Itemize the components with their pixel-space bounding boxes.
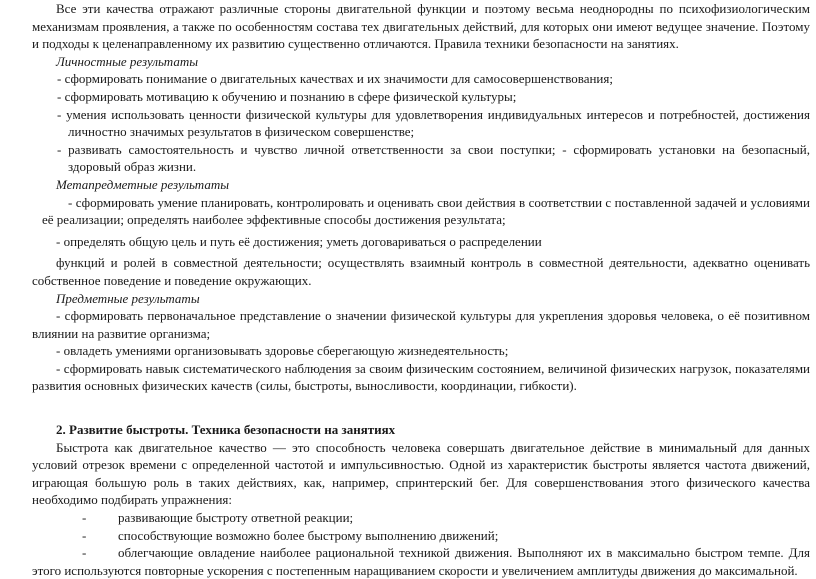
subject-item: - сформировать навык систематического наблюдения за своим физическим состоянием, величиной физических нагрузок, показателями развития основных физических качеств (силы, быстроты, выносливости, координации, гибкости). xyxy=(32,360,810,394)
section-paragraph: Быстрота как двигательное качество — это способность человека совершать двигательное действие в минимальный для данных условий отрезок времени с определенной частотой и импульсивностью. Одной из характеристик быстроты является частота движений, играющая большую роль в таких действиях, как, например, спринтерский бег. Для совершенствования этого физического качества необходимо подбирать упражнения: xyxy=(32,439,810,508)
meta-paragraph: - определять общую цель и путь её достижения; уметь договариваться о распределении xyxy=(56,233,542,249)
personal-item: - развивать самостоятельность и чувство личной ответственности за свои поступки; - сформировать установки на безопасный, здоровый образ жизни. xyxy=(57,141,810,175)
meta-paragraph: - сформировать умение планировать, контролировать и оценивать свои действия в соответствии с поставленной задачей и условиями её реализации; определять наиболее эффективные способы достижения результата; xyxy=(42,194,810,228)
list-item xyxy=(32,527,810,545)
bullet-marker: - xyxy=(82,545,87,561)
bullet-marker: - xyxy=(82,527,87,543)
personal-item: - сформировать мотивацию к обучению и познанию в сфере физической культуры; xyxy=(57,88,517,104)
list-item-text: способствующие возможно более быстрому выполнению движений; xyxy=(118,527,499,543)
meta-results-heading: Метапредметные результаты xyxy=(56,176,230,192)
subject-item: - сформировать первоначальное представление о значении физической культуры для укрепления здоровья человека, о её позитивном влиянии на развитие организма; xyxy=(32,308,810,341)
intro-paragraph: Все эти качества отражают различные стороны двигательной функции и поэтому весьма неоднородны по психофизиологическим механизмам проявления, а также по особенностям состава тех двигательных действий, для которых они имеют ведущее значение. Поэтому и подходы к целенаправленному их развитию существенно отличаются. Правила техники безопасности на занятиях. xyxy=(32,1,810,52)
meta-paragraph: функций и ролей в совместной деятельности; осуществлять взаимный контроль в совместной деятельности, адекватно оценивать собственное поведение и поведение окружающих. xyxy=(32,255,810,288)
personal-item: - сформировать понимание о двигательных качествах и их значимости для самосовершенствования; xyxy=(57,71,613,87)
subject-item: - овладеть умениями организовывать здоровье сберегающую жизнедеятельность; xyxy=(56,343,509,359)
section-gap xyxy=(32,395,810,421)
section-heading: 2. Развитие быстроты. Техника безопасности на занятиях xyxy=(56,422,396,438)
personal-results-heading: Личностные результаты xyxy=(56,53,199,69)
list-item xyxy=(32,544,810,579)
list-item-text: развивающие быстроту ответной реакции; xyxy=(118,510,354,526)
bullet-marker: - xyxy=(82,510,87,526)
subject-results-heading: Предметные результаты xyxy=(56,290,200,306)
list-item-text: облегчающие овладение наиболее рациональной техникой движения. Выполняют их в максимально быстром темпе. Для этого используются повторные ускорения с постепенным наращиванием скорости и увеличением амплитуды движения до максимальной. xyxy=(32,545,810,578)
list-item xyxy=(32,509,810,527)
personal-item: - умения использовать ценности физической культуры для удовлетворения индивидуальных интересов и потребностей, достижения личностно значимых результатов в физическом совершенстве; xyxy=(57,106,810,140)
